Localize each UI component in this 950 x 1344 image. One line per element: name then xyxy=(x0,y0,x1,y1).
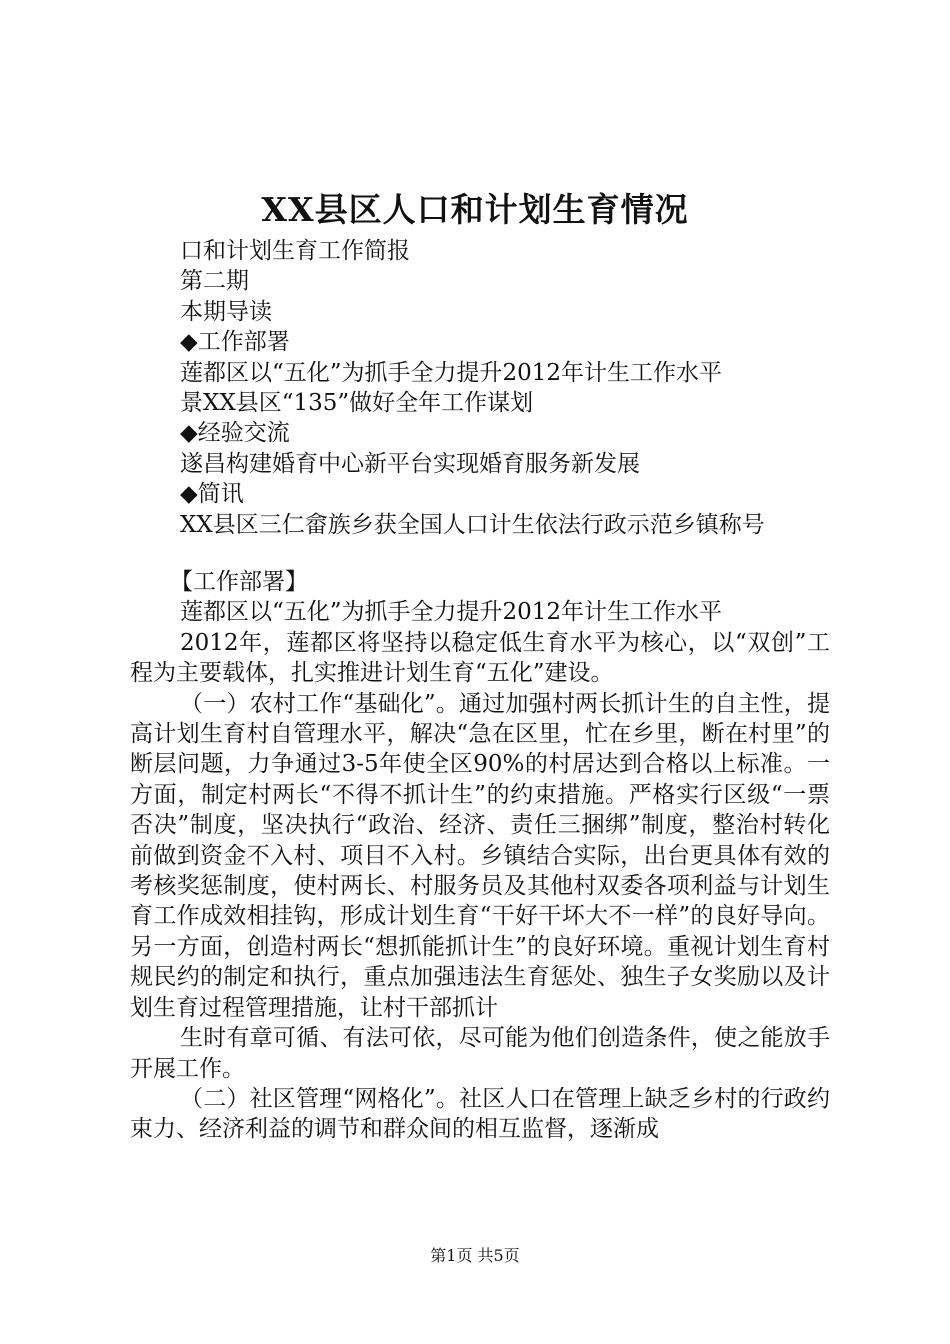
toc-line: ◆经验交流 xyxy=(180,420,290,447)
page-footer: 第1页 共5页 xyxy=(430,1246,520,1265)
document-title: XX县区人口和计划生育情况 xyxy=(261,190,689,229)
toc-line: 遂昌构建婚育中心新平台实现婚育服务新发展 xyxy=(180,450,640,477)
toc-line: 景XX县区“135”做好全年工作谋划 xyxy=(180,389,534,416)
toc-line: ◆简讯 xyxy=(180,481,244,508)
toc-line: ◆工作部署 xyxy=(180,329,290,356)
toc-line: XX县区三仁畲族乡获全国人口计生依法行政示范乡镇称号 xyxy=(180,511,765,538)
body-paragraph: 2012年，莲都区将坚持以稳定低生育水平为核心，以“双创”工程为主要载体，扎实推进计划生育“五化”建设。 xyxy=(130,629,830,687)
briefing-contents xyxy=(180,236,880,540)
toc-line: 本期导读 xyxy=(180,298,272,325)
toc-line: 第二期 xyxy=(180,268,249,295)
section-heading: 【工作部署】 xyxy=(170,569,308,595)
toc-line: 口和计划生育工作简报 xyxy=(180,238,410,264)
body-paragraph: （二）社区管理“网格化”。社区人口在管理上缺乏乡村的行政约束力、经济利益的调节和群众间的相互监督，逐渐成 xyxy=(130,1085,830,1143)
document-body xyxy=(130,567,830,1145)
toc-line: 莲都区以“五化”为抓手全力提升2012年计生工作水平 xyxy=(180,359,723,386)
article-title: 莲都区以“五化”为抓手全力提升2012年计生工作水平 xyxy=(180,599,723,626)
body-paragraph: 生时有章可循、有法可依，尽可能为他们创造条件，使之能放手开展工作。 xyxy=(130,1025,830,1082)
body-paragraph: （一）农村工作“基础化”。通过加强村两长抓计生的自主性，提高计划生育村自管理水平，解决“急在区里，忙在乡里，断在村里”的断层问题，力争通过3-5年使全区90%的村居达到合格以上标准。一方面，制定村两长“不得不抓计生”的约束措施。严格实行区级“一票否决”制度，坚决执行“政治、经济、责任三捆绑”制度，整治村转化前做到资金不入村、项目不入村。乡镇结合实际，出台更具体有效的考核奖惩制度，使村两长、村服务员及其他村双委各项利益与计划生育工作成效相挂钩，形成计划生育“干好干坏大不一样”的良好导向。另一方面，创造村两长“想抓能抓计生”的良好环境。重视计划生育村规民约的制定和执行，重点加强违法生育惩处、独生子女奖励以及计划生育过程管理措施，让村干部抓计 xyxy=(130,690,830,1021)
